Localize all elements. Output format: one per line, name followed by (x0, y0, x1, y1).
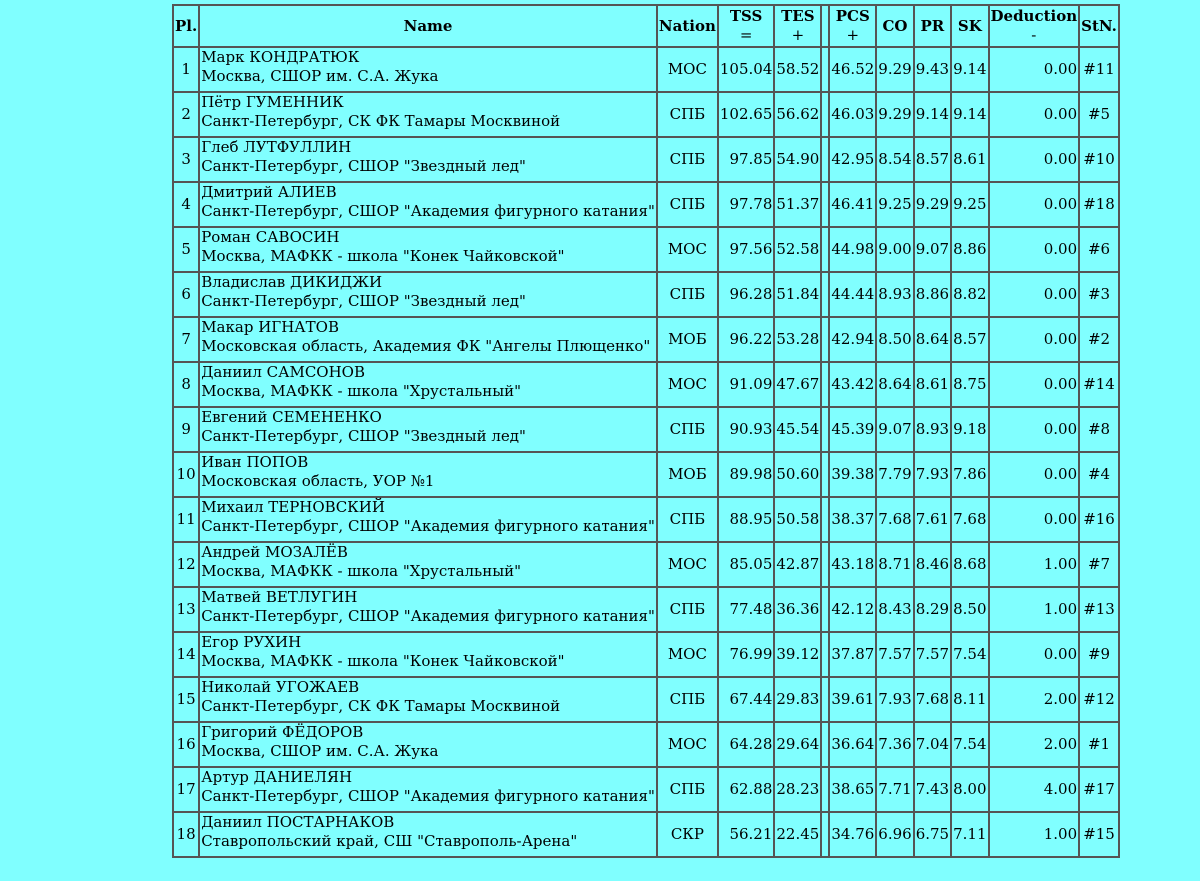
pcs-cell: 44.44 (829, 272, 876, 317)
spacer-cell (821, 137, 829, 182)
sk-cell: 8.00 (951, 767, 988, 812)
place-cell: 13 (173, 587, 199, 632)
name-cell (199, 317, 657, 362)
nation-cell: МОС (657, 362, 718, 407)
spacer-cell (821, 182, 829, 227)
skater-name: Егор РУХИН (201, 633, 302, 651)
co-cell: 8.64 (876, 362, 913, 407)
deduction-cell: 2.00 (989, 677, 1080, 722)
skater-club: Санкт-Петербург, СШОР "Академия фигурного катания" (201, 202, 655, 220)
pr-cell: 8.61 (914, 362, 951, 407)
name-cell (199, 92, 657, 137)
pr-cell: 9.29 (914, 182, 951, 227)
name-cell (199, 362, 657, 407)
table-row (173, 137, 1119, 182)
tes-cell: 36.36 (774, 587, 821, 632)
tes-cell: 50.58 (774, 497, 821, 542)
tss-cell: 90.93 (718, 407, 775, 452)
tss-cell: 97.85 (718, 137, 775, 182)
tes-cell: 51.84 (774, 272, 821, 317)
sk-cell: 7.54 (951, 632, 988, 677)
skater-name: Пётр ГУМЕННИК (201, 93, 344, 111)
spacer-cell (821, 632, 829, 677)
place-cell: 6 (173, 272, 199, 317)
nation-cell: СКР (657, 812, 718, 857)
spacer-cell (821, 812, 829, 857)
deduction-cell: 0.00 (989, 632, 1080, 677)
pr-cell: 8.64 (914, 317, 951, 362)
pr-cell: 8.57 (914, 137, 951, 182)
spacer-cell (821, 362, 829, 407)
table-row (173, 182, 1119, 227)
pr-cell: 8.29 (914, 587, 951, 632)
name-cell (199, 542, 657, 587)
header-tss (718, 5, 775, 47)
header-start-number: StN. (1079, 5, 1119, 47)
pcs-cell: 46.52 (829, 47, 876, 92)
start-number-cell: #7 (1079, 542, 1119, 587)
sk-cell: 8.86 (951, 227, 988, 272)
skater-name: Николай УГОЖАЕВ (201, 678, 360, 696)
start-number-cell: #2 (1079, 317, 1119, 362)
table-row (173, 497, 1119, 542)
nation-cell: МОБ (657, 452, 718, 497)
place-cell: 9 (173, 407, 199, 452)
skater-club: Москва, МАФКК - школа "Хрустальный" (201, 382, 522, 400)
nation-cell: МОС (657, 722, 718, 767)
header-sk: SK (951, 5, 988, 47)
pcs-cell: 38.65 (829, 767, 876, 812)
pcs-cell: 43.18 (829, 542, 876, 587)
tss-cell: 97.56 (718, 227, 775, 272)
nation-cell: СПБ (657, 182, 718, 227)
start-number-cell: #5 (1079, 92, 1119, 137)
skater-club: Московская область, Академия ФК "Ангелы Плющенко" (201, 337, 651, 355)
sk-cell: 9.14 (951, 47, 988, 92)
co-cell: 9.07 (876, 407, 913, 452)
table-row (173, 317, 1119, 362)
tes-cell: 52.58 (774, 227, 821, 272)
co-cell: 9.25 (876, 182, 913, 227)
deduction-cell: 0.00 (989, 407, 1080, 452)
skater-club: Москва, МАФКК - школа "Хрустальный" (201, 562, 522, 580)
start-number-cell: #16 (1079, 497, 1119, 542)
co-cell: 7.68 (876, 497, 913, 542)
tes-cell: 58.52 (774, 47, 821, 92)
place-cell: 12 (173, 542, 199, 587)
skater-club: Московская область, УОР №1 (201, 472, 435, 490)
start-number-cell: #18 (1079, 182, 1119, 227)
spacer-cell (821, 542, 829, 587)
tes-cell: 45.54 (774, 407, 821, 452)
skater-club: Москва, МАФКК - школа "Конек Чайковской" (201, 652, 565, 670)
place-cell: 11 (173, 497, 199, 542)
pr-cell: 8.93 (914, 407, 951, 452)
name-cell (199, 497, 657, 542)
pcs-cell: 36.64 (829, 722, 876, 767)
tss-cell: 96.28 (718, 272, 775, 317)
pcs-cell: 43.42 (829, 362, 876, 407)
spacer-cell (821, 317, 829, 362)
tes-cell: 54.90 (774, 137, 821, 182)
header-nation: Nation (657, 5, 718, 47)
start-number-cell: #6 (1079, 227, 1119, 272)
header-pcs-label: PCS (835, 7, 870, 25)
nation-cell: МОБ (657, 317, 718, 362)
skater-name: Дмитрий АЛИЕВ (201, 183, 337, 201)
skater-club: Ставропольский край, СШ "Ставрополь-Арена" (201, 832, 578, 850)
pcs-cell: 42.12 (829, 587, 876, 632)
tes-cell: 47.67 (774, 362, 821, 407)
place-cell: 14 (173, 632, 199, 677)
tss-cell: 64.28 (718, 722, 775, 767)
name-cell (199, 182, 657, 227)
name-cell (199, 452, 657, 497)
tes-cell: 56.62 (774, 92, 821, 137)
place-cell: 18 (173, 812, 199, 857)
deduction-cell: 0.00 (989, 272, 1080, 317)
sk-cell: 7.68 (951, 497, 988, 542)
start-number-cell: #1 (1079, 722, 1119, 767)
skater-name: Даниил САМСОНОВ (201, 363, 366, 381)
spacer-cell (821, 47, 829, 92)
header-name: Name (199, 5, 657, 47)
deduction-cell: 0.00 (989, 137, 1080, 182)
skater-name: Владислав ДИКИДЖИ (201, 273, 383, 291)
header-tes-label: TES (781, 7, 815, 25)
results-body (173, 47, 1119, 857)
skater-club: Москва, СШОР им. С.А. Жука (201, 742, 439, 760)
nation-cell: МОС (657, 47, 718, 92)
table-row (173, 722, 1119, 767)
tss-cell: 88.95 (718, 497, 775, 542)
table-row (173, 812, 1119, 857)
nation-cell: СПБ (657, 137, 718, 182)
tss-cell: 102.65 (718, 92, 775, 137)
table-row (173, 407, 1119, 452)
header-deduction-sub: - (1031, 26, 1037, 44)
sk-cell: 9.14 (951, 92, 988, 137)
header-pr: PR (914, 5, 951, 47)
spacer-cell (821, 452, 829, 497)
co-cell: 8.93 (876, 272, 913, 317)
tss-cell: 76.99 (718, 632, 775, 677)
nation-cell: СПБ (657, 407, 718, 452)
table-row (173, 227, 1119, 272)
deduction-cell: 0.00 (989, 317, 1080, 362)
place-cell: 16 (173, 722, 199, 767)
spacer-cell (821, 227, 829, 272)
sk-cell: 8.82 (951, 272, 988, 317)
tss-cell: 96.22 (718, 317, 775, 362)
name-cell (199, 137, 657, 182)
skater-name: Матвей ВЕТЛУГИН (201, 588, 358, 606)
spacer-cell (821, 587, 829, 632)
place-cell: 7 (173, 317, 199, 362)
skater-club: Москва, МАФКК - школа "Конек Чайковской" (201, 247, 565, 265)
pcs-cell: 39.38 (829, 452, 876, 497)
tes-cell: 39.12 (774, 632, 821, 677)
place-cell: 3 (173, 137, 199, 182)
name-cell (199, 677, 657, 722)
spacer-cell (821, 407, 829, 452)
spacer-cell (821, 677, 829, 722)
tes-cell: 53.28 (774, 317, 821, 362)
name-cell (199, 587, 657, 632)
spacer-cell (821, 272, 829, 317)
deduction-cell: 2.00 (989, 722, 1080, 767)
deduction-cell: 0.00 (989, 362, 1080, 407)
header-deduction (989, 5, 1080, 47)
skater-name: Михаил ТЕРНОВСКИЙ (201, 498, 385, 516)
table-row (173, 362, 1119, 407)
spacer-cell (821, 497, 829, 542)
header-tss-sub: = (739, 26, 753, 44)
header-co: CO (876, 5, 913, 47)
header-place: Pl. (173, 5, 199, 47)
pcs-cell: 44.98 (829, 227, 876, 272)
nation-cell: МОС (657, 227, 718, 272)
skater-club: Санкт-Петербург, СШОР "Академия фигурного катания" (201, 517, 655, 535)
tes-cell: 29.64 (774, 722, 821, 767)
pcs-cell: 45.39 (829, 407, 876, 452)
tss-cell: 91.09 (718, 362, 775, 407)
skater-name: Макар ИГНАТОВ (201, 318, 339, 336)
place-cell: 8 (173, 362, 199, 407)
table-row (173, 452, 1119, 497)
spacer-cell (821, 92, 829, 137)
skater-club: Санкт-Петербург, СК ФК Тамары Москвиной (201, 697, 561, 715)
tes-cell: 29.83 (774, 677, 821, 722)
pcs-cell: 34.76 (829, 812, 876, 857)
name-cell (199, 767, 657, 812)
pcs-cell: 38.37 (829, 497, 876, 542)
table-row (173, 677, 1119, 722)
tss-cell: 89.98 (718, 452, 775, 497)
skater-name: Артур ДАНИЕЛЯН (201, 768, 353, 786)
skater-name: Марк КОНДРАТЮК (201, 48, 360, 66)
tss-cell: 85.05 (718, 542, 775, 587)
start-number-cell: #12 (1079, 677, 1119, 722)
sk-cell: 7.11 (951, 812, 988, 857)
place-cell: 5 (173, 227, 199, 272)
nation-cell: СПБ (657, 497, 718, 542)
pr-cell: 7.93 (914, 452, 951, 497)
deduction-cell: 4.00 (989, 767, 1080, 812)
skater-club: Санкт-Петербург, СШОР "Академия фигурного катания" (201, 607, 655, 625)
sk-cell: 8.50 (951, 587, 988, 632)
table-row (173, 542, 1119, 587)
header-tes-sub: + (791, 26, 805, 44)
name-cell (199, 812, 657, 857)
pr-cell: 7.68 (914, 677, 951, 722)
pcs-cell: 46.41 (829, 182, 876, 227)
header-row (173, 5, 1119, 47)
name-cell (199, 227, 657, 272)
results-table (172, 4, 1120, 858)
table-row (173, 47, 1119, 92)
start-number-cell: #3 (1079, 272, 1119, 317)
start-number-cell: #9 (1079, 632, 1119, 677)
place-cell: 10 (173, 452, 199, 497)
tes-cell: 42.87 (774, 542, 821, 587)
skater-name: Андрей МОЗАЛЁВ (201, 543, 348, 561)
tss-cell: 67.44 (718, 677, 775, 722)
deduction-cell: 1.00 (989, 812, 1080, 857)
table-row (173, 587, 1119, 632)
pr-cell: 6.75 (914, 812, 951, 857)
pr-cell: 9.14 (914, 92, 951, 137)
pr-cell: 9.07 (914, 227, 951, 272)
co-cell: 8.50 (876, 317, 913, 362)
place-cell: 2 (173, 92, 199, 137)
skater-name: Иван ПОПОВ (201, 453, 309, 471)
sk-cell: 7.86 (951, 452, 988, 497)
co-cell: 7.79 (876, 452, 913, 497)
nation-cell: СПБ (657, 587, 718, 632)
tss-cell: 105.04 (718, 47, 775, 92)
pr-cell: 7.57 (914, 632, 951, 677)
sk-cell: 8.11 (951, 677, 988, 722)
co-cell: 9.29 (876, 47, 913, 92)
sk-cell: 9.18 (951, 407, 988, 452)
nation-cell: МОС (657, 542, 718, 587)
name-cell (199, 722, 657, 767)
deduction-cell: 0.00 (989, 497, 1080, 542)
place-cell: 15 (173, 677, 199, 722)
skater-name: Евгений СЕМЕНЕНКО (201, 408, 382, 426)
place-cell: 1 (173, 47, 199, 92)
header-pcs-sub: + (846, 26, 860, 44)
skater-club: Санкт-Петербург, СШОР "Академия фигурного катания" (201, 787, 655, 805)
sk-cell: 8.68 (951, 542, 988, 587)
spacer-cell (821, 722, 829, 767)
tss-cell: 56.21 (718, 812, 775, 857)
skater-club: Санкт-Петербург, СШОР "Звездный лед" (201, 292, 526, 310)
skater-club: Санкт-Петербург, СШОР "Звездный лед" (201, 157, 526, 175)
pcs-cell: 46.03 (829, 92, 876, 137)
header-tes (774, 5, 821, 47)
nation-cell: СПБ (657, 272, 718, 317)
deduction-cell: 0.00 (989, 227, 1080, 272)
pr-cell: 8.86 (914, 272, 951, 317)
name-cell (199, 632, 657, 677)
header-spacer (821, 5, 829, 47)
header-deduction-label: Deduction (990, 7, 1078, 25)
skater-name: Даниил ПОСТАРНАКОВ (201, 813, 395, 831)
table-row (173, 632, 1119, 677)
pr-cell: 9.43 (914, 47, 951, 92)
nation-cell: СПБ (657, 677, 718, 722)
pcs-cell: 42.95 (829, 137, 876, 182)
table-row (173, 767, 1119, 812)
skater-name: Григорий ФЁДОРОВ (201, 723, 364, 741)
start-number-cell: #10 (1079, 137, 1119, 182)
start-number-cell: #15 (1079, 812, 1119, 857)
skater-club: Москва, СШОР им. С.А. Жука (201, 67, 439, 85)
deduction-cell: 1.00 (989, 542, 1080, 587)
pr-cell: 7.43 (914, 767, 951, 812)
pcs-cell: 37.87 (829, 632, 876, 677)
tes-cell: 51.37 (774, 182, 821, 227)
start-number-cell: #8 (1079, 407, 1119, 452)
skater-club: Санкт-Петербург, СК ФК Тамары Москвиной (201, 112, 561, 130)
co-cell: 7.71 (876, 767, 913, 812)
co-cell: 6.96 (876, 812, 913, 857)
sk-cell: 7.54 (951, 722, 988, 767)
pcs-cell: 39.61 (829, 677, 876, 722)
tes-cell: 50.60 (774, 452, 821, 497)
sk-cell: 8.75 (951, 362, 988, 407)
table-row (173, 272, 1119, 317)
start-number-cell: #11 (1079, 47, 1119, 92)
co-cell: 8.54 (876, 137, 913, 182)
skater-name: Глеб ЛУТФУЛЛИН (201, 138, 352, 156)
deduction-cell: 0.00 (989, 452, 1080, 497)
nation-cell: СПБ (657, 767, 718, 812)
nation-cell: МОС (657, 632, 718, 677)
skater-name: Роман САВОСИН (201, 228, 340, 246)
sk-cell: 8.61 (951, 137, 988, 182)
co-cell: 9.29 (876, 92, 913, 137)
start-number-cell: #13 (1079, 587, 1119, 632)
co-cell: 7.93 (876, 677, 913, 722)
sk-cell: 8.57 (951, 317, 988, 362)
spacer-cell (821, 767, 829, 812)
start-number-cell: #14 (1079, 362, 1119, 407)
tss-cell: 62.88 (718, 767, 775, 812)
co-cell: 7.57 (876, 632, 913, 677)
name-cell (199, 272, 657, 317)
pr-cell: 8.46 (914, 542, 951, 587)
sk-cell: 9.25 (951, 182, 988, 227)
skater-club: Санкт-Петербург, СШОР "Звездный лед" (201, 427, 526, 445)
name-cell (199, 407, 657, 452)
tes-cell: 22.45 (774, 812, 821, 857)
deduction-cell: 0.00 (989, 92, 1080, 137)
place-cell: 17 (173, 767, 199, 812)
start-number-cell: #17 (1079, 767, 1119, 812)
header-tss-label: TSS (729, 7, 763, 25)
table-row (173, 92, 1119, 137)
pr-cell: 7.04 (914, 722, 951, 767)
place-cell: 4 (173, 182, 199, 227)
deduction-cell: 0.00 (989, 47, 1080, 92)
header-pcs (829, 5, 876, 47)
start-number-cell: #4 (1079, 452, 1119, 497)
nation-cell: СПБ (657, 92, 718, 137)
co-cell: 9.00 (876, 227, 913, 272)
pr-cell: 7.61 (914, 497, 951, 542)
co-cell: 7.36 (876, 722, 913, 767)
pcs-cell: 42.94 (829, 317, 876, 362)
tss-cell: 77.48 (718, 587, 775, 632)
co-cell: 8.43 (876, 587, 913, 632)
tss-cell: 97.78 (718, 182, 775, 227)
deduction-cell: 1.00 (989, 587, 1080, 632)
deduction-cell: 0.00 (989, 182, 1080, 227)
co-cell: 8.71 (876, 542, 913, 587)
name-cell (199, 47, 657, 92)
tes-cell: 28.23 (774, 767, 821, 812)
